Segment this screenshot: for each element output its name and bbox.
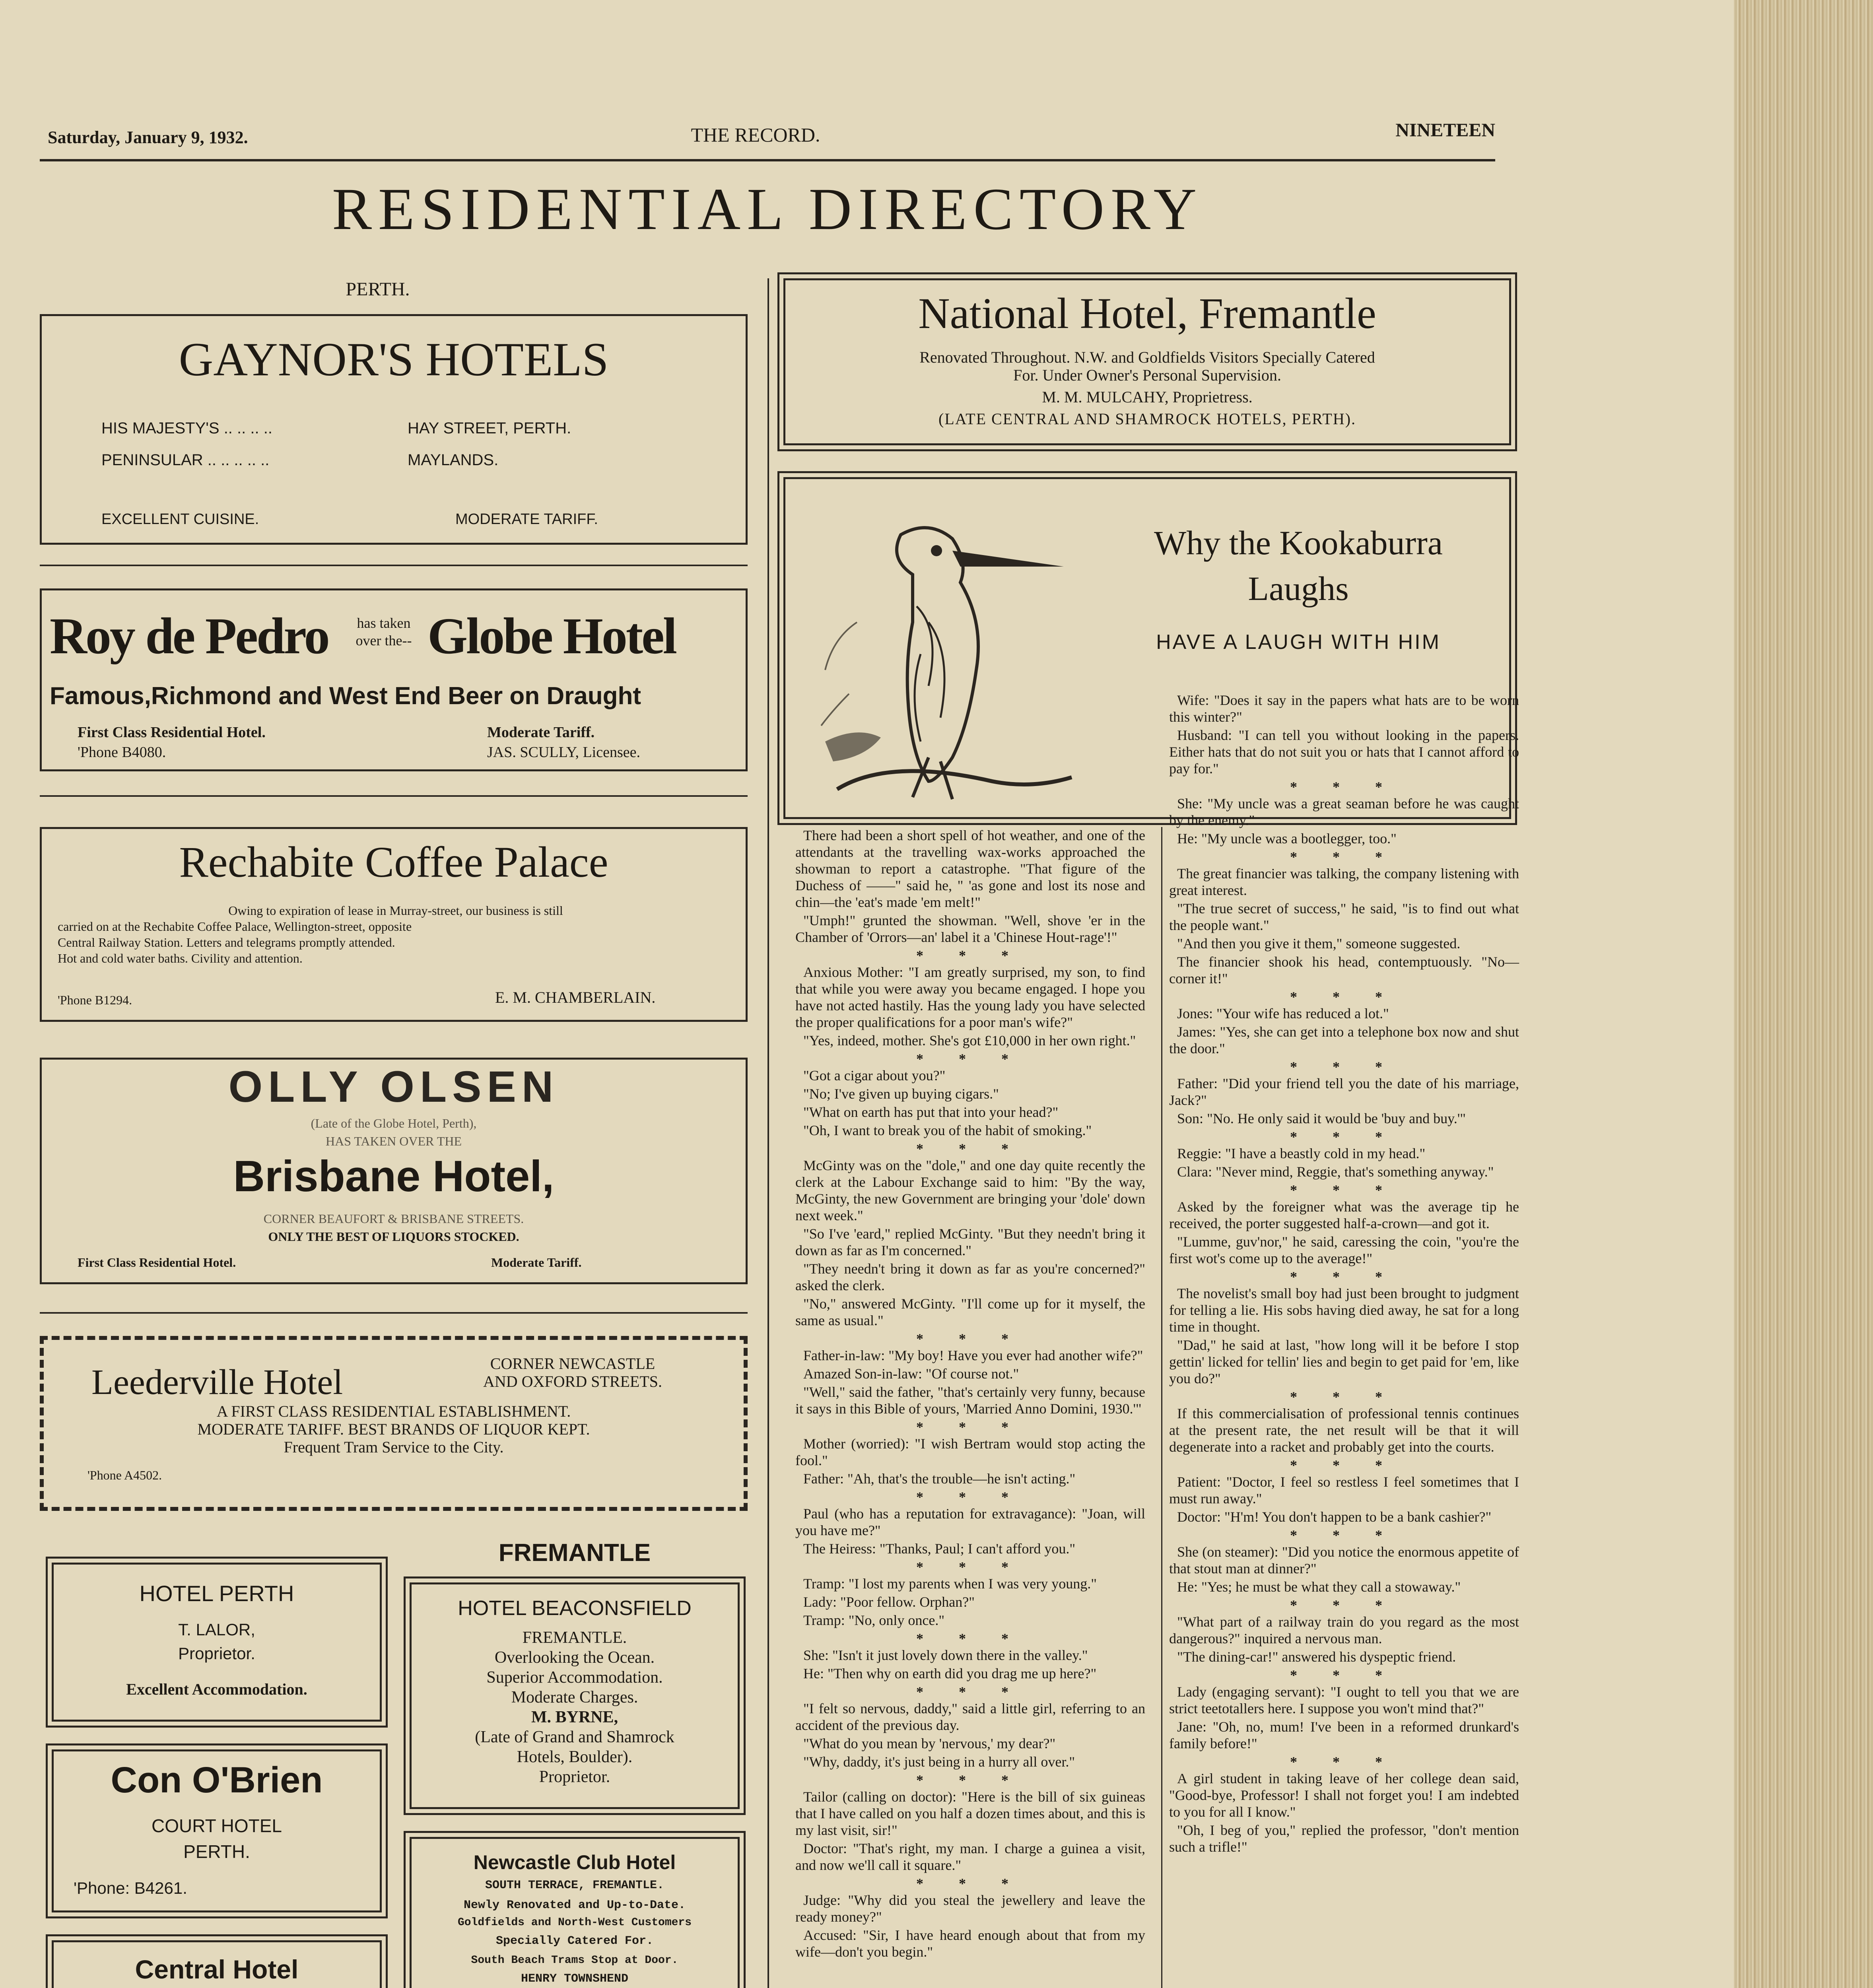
section-separator: * * *	[1290, 1059, 1398, 1075]
con-obrien-title: Con O'Brien	[111, 1760, 323, 1800]
section-separator: * * *	[1290, 1667, 1398, 1683]
kookaburra-title-2: Laughs	[1248, 569, 1349, 608]
joke-paragraph: Jane: "Oh, no, mum! I've been in a reformed drunkard's family before!"	[1169, 1719, 1519, 1751]
joke-paragraph: She (on steamer): "Did you notice the enormous appetite of that stout man at dinner?"	[1169, 1544, 1519, 1576]
section-separator: * * *	[1290, 1457, 1398, 1473]
national-l2: For. Under Owner's Personal Supervision.	[1013, 366, 1281, 384]
joke-paragraph: Asked by the foreigner what was the average tip he received, the porter suggested half-a-crown—and got it.	[1169, 1199, 1519, 1231]
section-separator: * * *	[1290, 849, 1398, 865]
joke-paragraph: Mother (worried): "I wish Bertram would stop acting the fool."	[795, 1436, 1145, 1468]
section-separator: * * *	[1290, 1129, 1398, 1145]
newcastle-l3: Goldfields and North-West Customers	[457, 1916, 692, 1929]
joke-paragraph: Son: "No. He only said it would be 'buy and buy.'"	[1177, 1110, 1466, 1126]
section-separator: * * *	[1290, 1527, 1398, 1543]
olsen-right: Moderate Tariff.	[491, 1255, 582, 1270]
header-date: Saturday, January 9, 1932.	[48, 128, 248, 147]
joke-paragraph: She: "Isn't it just lovely down there in the valley."	[803, 1647, 1088, 1663]
globe-hotel-name: Globe Hotel	[427, 608, 676, 665]
gaynors-row1-left: HIS MAJESTY'S .. .. .. ..	[101, 419, 272, 437]
con-obrien-ad	[52, 1749, 382, 1912]
olsen-l1: (Late of the Globe Hotel, Perth),	[311, 1116, 477, 1130]
joke-paragraph: The Heiress: "Thanks, Paul; I can't afford you."	[803, 1541, 1076, 1557]
section-separator: * * *	[1290, 989, 1398, 1005]
gaynors-title: GAYNOR'S HOTELS	[179, 333, 609, 386]
section-separator: * * *	[1290, 1389, 1398, 1405]
olsen-hotel: Brisbane Hotel,	[233, 1152, 554, 1201]
joke-paragraph: "Dad," he said at last, "how long will it be before I stop gettin' licked for tellin' lies and begin to get paid for 'em, like you do?"	[1169, 1337, 1519, 1386]
leederville-ad	[40, 1336, 748, 1511]
joke-paragraph: There had been a short spell of hot weather, and one of the attendants at the travelling wax-works approached the showman to report a catastrophe. "That figure of the Duchess of ——" said he, " 'as gone and lost its nose and chin—the 'eat's made 'em melt!"	[795, 827, 1145, 910]
joke-paragraph: He: "My uncle was a bootlegger, too."	[1177, 831, 1397, 846]
joke-paragraph: "Oh, I want to break you of the habit of smoking."	[803, 1122, 1092, 1138]
national-l1: Renovated Throughout. N.W. and Goldfields Visitors Specially Catered	[919, 348, 1375, 366]
jokes-column-1	[795, 827, 1145, 1962]
joke-paragraph: "The true secret of success," he said, "is to find out what the people want."	[1169, 901, 1519, 933]
olsen-left: First Class Residential Hotel.	[78, 1255, 236, 1270]
divider	[40, 1312, 748, 1314]
beaconsfield-title: HOTEL BEACONSFIELD	[458, 1597, 692, 1620]
newcastle-ad	[410, 1837, 740, 1988]
joke-paragraph: Jones: "Your wife has reduced a lot."	[1177, 1006, 1389, 1021]
kookaburra-sub: HAVE A LAUGH WITH HIM	[1156, 631, 1441, 654]
joke-paragraph: Reggie: "I have a beastly cold in my head."	[1177, 1145, 1426, 1161]
rechabite-line: Central Railway Station. Letters and telegrams promptly attended.	[58, 935, 395, 949]
beaconsfield-l8: Proprietor.	[539, 1768, 610, 1786]
joke-paragraph: Wife: "Does it say in the papers what hats are to be worn this winter?"	[1169, 692, 1519, 725]
joke-paragraph: "Oh, I beg of you," replied the professor, "don't mention such a trifle!"	[1169, 1822, 1519, 1855]
gaynors-ad	[40, 314, 748, 545]
joke-paragraph: "No," answered McGinty. "I'll come up for it myself, the same as usual."	[795, 1296, 1145, 1328]
joke-paragraph: "Umph!" grunted the showman. "Well, shove 'er in the Chamber of 'Orrors—an' label it a 'Chinese Hout-rage'!"	[795, 912, 1145, 945]
globe-left2: 'Phone B4080.	[78, 744, 166, 761]
hotel-perth-l1: T. LALOR,	[178, 1620, 255, 1639]
joke-paragraph: If this commercialisation of professional tennis continues at the present rate, the net result will be that it will degenerate into a racket and probably get into the courts.	[1169, 1406, 1519, 1455]
book-spine	[1734, 0, 1873, 1988]
joke-paragraph: "What on earth has put that into your head?"	[803, 1104, 1059, 1120]
national-l4: (LATE CENTRAL AND SHAMROCK HOTELS, PERTH).	[938, 410, 1356, 428]
beaconsfield-l2: Overlooking the Ocean.	[494, 1648, 655, 1667]
globe-hotel-ad	[40, 588, 748, 771]
hotel-perth-l3: Excellent Accommodation.	[126, 1680, 307, 1698]
column-rule	[1161, 827, 1162, 1988]
joke-paragraph: The novelist's small boy had just been brought to judgment for telling a lie. His sobs having died away, he sat for a long time in thought.	[1169, 1285, 1519, 1335]
globe-name: Roy de Pedro	[50, 608, 328, 665]
central-title: Central Hotel	[135, 1955, 299, 1984]
fremantle-label: FREMANTLE	[498, 1539, 651, 1567]
leederville-l2: MODERATE TARIFF. BEST BRANDS OF LIQUOR KEPT.	[197, 1420, 590, 1438]
joke-paragraph: A girl student in taking leave of her college dean said, "Good-bye, Professor! I shall not forget you! I am indebted to you for all I know."	[1169, 1771, 1519, 1820]
joke-paragraph: The financier shook his head, contemptuously. "No—corner it!"	[1169, 954, 1519, 986]
joke-paragraph: "What part of a railway train do you regard as the most dangerous?" inquired a nervous man.	[1169, 1614, 1519, 1646]
national-l3: M. M. MULCAHY, Proprietress.	[1042, 388, 1253, 406]
section-separator: * * *	[916, 1489, 1024, 1505]
section-separator: * * *	[916, 1875, 1024, 1891]
beaconsfield-l1: FREMANTLE.	[522, 1629, 627, 1647]
joke-paragraph: "What do you mean by 'nervous,' my dear?"	[803, 1736, 1056, 1751]
hotel-perth-l2: Proprietor.	[178, 1644, 255, 1663]
newcastle-title: Newcastle Club Hotel	[473, 1851, 676, 1873]
joke-paragraph: Anxious Mother: "I am greatly surprised, my son, to find that while you were away you became engaged. I hope you have not acted hastily. Has the young lady you have selected the proper qualifications for a poor man's wife?"	[795, 964, 1145, 1030]
divider	[40, 565, 748, 566]
section-separator: * * *	[916, 1631, 1024, 1646]
newcastle-l6: HENRY TOWNSHEND	[521, 1972, 629, 1986]
joke-paragraph: "Why, daddy, it's just being in a hurry all over."	[803, 1754, 1075, 1770]
beaconsfield-l4: Moderate Charges.	[511, 1688, 638, 1706]
hotel-perth-ad	[52, 1563, 382, 1722]
joke-paragraph: "The dining-car!" answered his dyspeptic friend.	[1177, 1649, 1456, 1665]
globe-right1: Moderate Tariff.	[487, 724, 595, 741]
divider	[40, 795, 748, 797]
olsen-l3: CORNER BEAUFORT & BRISBANE STREETS.	[263, 1211, 524, 1226]
joke-paragraph: Doctor: "That's right, my man. I charge a guinea a visit, and now we'll call it square."	[795, 1840, 1145, 1873]
section-separator: * * *	[916, 1419, 1024, 1435]
section-separator: * * *	[1290, 1597, 1398, 1613]
rechabite-line: Hot and cold water baths. Civility and attention.	[58, 951, 303, 965]
jokes-column-2	[1169, 692, 1519, 1857]
central-hotel-ad	[52, 1940, 382, 1988]
header-page: NINETEEN	[1395, 120, 1495, 141]
header-paper: THE RECORD.	[691, 124, 820, 146]
joke-paragraph: "Yes, indeed, mother. She's got £10,000 in her own right."	[803, 1033, 1136, 1048]
globe-left1: First Class Residential Hotel.	[78, 724, 266, 741]
hotel-perth-title: HOTEL PERTH	[139, 1581, 294, 1606]
joke-paragraph: James: "Yes, she can get into a telephone box now and shut the door."	[1169, 1024, 1519, 1056]
header-rule	[40, 159, 1495, 161]
section-separator: * * *	[916, 1141, 1024, 1157]
page-title: RESIDENTIAL DIRECTORY	[332, 176, 1203, 242]
joke-paragraph: Father-in-law: "My boy! Have you ever had another wife?"	[803, 1347, 1143, 1363]
joke-paragraph: He: "Yes; he must be what they call a stowaway."	[1177, 1579, 1461, 1595]
joke-paragraph: Accused: "Sir, I have heard enough about that from my wife—don't you begin."	[795, 1927, 1145, 1960]
section-separator: * * *	[1290, 779, 1398, 795]
newcastle-l2: Newly Renovated and Up-to-Date.	[463, 1899, 686, 1912]
rechabite-ad	[40, 827, 748, 1022]
rechabite-body	[58, 903, 734, 966]
gaynors-foot-right: MODERATE TARIFF.	[455, 511, 598, 528]
gaynors-row2-left: PENINSULAR .. .. .. .. ..	[101, 451, 270, 469]
kookaburra-title-1: Why the Kookaburra	[1154, 524, 1443, 562]
national-hotel-ad	[783, 278, 1511, 445]
joke-paragraph: "Lumme, guv'nor," he said, caressing the coin, "you're the first wot's come up to the average!"	[1169, 1234, 1519, 1266]
rechabite-title: Rechabite Coffee Palace	[179, 838, 608, 886]
joke-paragraph: Patient: "Doctor, I feel so restless I feel sometimes that I must run away."	[1169, 1474, 1519, 1507]
kookaburra-illustration	[809, 503, 1088, 805]
con-obrien-phone: 'Phone: B4261.	[74, 1879, 187, 1897]
con-obrien-l2: PERTH.	[183, 1841, 250, 1862]
section-separator: * * *	[916, 1051, 1024, 1067]
leederville-phone: 'Phone A4502.	[87, 1468, 162, 1482]
rechabite-phone: 'Phone B1294.	[58, 993, 132, 1007]
joke-paragraph: Judge: "Why did you steal the jewellery and leave the ready money?"	[795, 1892, 1145, 1925]
joke-paragraph: Lady: "Poor fellow. Orphan?"	[803, 1594, 975, 1610]
joke-paragraph: Doctor: "H'm! You don't happen to be a bank cashier?"	[1177, 1509, 1492, 1525]
rechabite-line: Owing to expiration of lease in Murray-street, our business is still	[228, 903, 563, 918]
section-separator: * * *	[1290, 1754, 1398, 1770]
joke-paragraph: She: "My uncle was a great seaman before he was caught by the enemy."	[1169, 796, 1519, 828]
section-separator: * * *	[1290, 1182, 1398, 1198]
perth-label: PERTH.	[346, 279, 410, 300]
joke-paragraph: "No; I've given up buying cigars."	[803, 1086, 999, 1102]
rechabite-sign: E. M. CHAMBERLAIN.	[495, 988, 656, 1006]
beaconsfield-l5: M. BYRNE,	[531, 1708, 618, 1726]
olsen-l4: ONLY THE BEST OF LIQUORS STOCKED.	[268, 1229, 519, 1244]
olsen-title: OLLY OLSEN	[228, 1062, 559, 1111]
joke-paragraph: "So I've 'eard," replied McGinty. "But they needn't bring it down as far as I'm concerned."	[795, 1226, 1145, 1258]
olsen-ad	[40, 1058, 748, 1284]
joke-paragraph: Father: "Did your friend tell you the date of his marriage, Jack?"	[1169, 1076, 1519, 1108]
joke-paragraph: Tramp: "I lost my parents when I was very young."	[803, 1576, 1097, 1592]
joke-paragraph: Father: "Ah, that's the trouble—he isn't acting."	[803, 1471, 1076, 1487]
globe-right2: JAS. SCULLY, Licensee.	[487, 744, 640, 761]
beaconsfield-ad	[410, 1582, 740, 1809]
section-separator: * * *	[916, 947, 1024, 963]
joke-paragraph: Husband: "I can tell you without looking in the papers. Either hats that do not suit you or hats that I cannot afford to pay for."	[1169, 727, 1519, 777]
newcastle-l5: South Beach Trams Stop at Door.	[471, 1954, 678, 1967]
newcastle-l4: Specially Catered For.	[495, 1934, 654, 1948]
joke-paragraph: He: "Then why on earth did you drag me up here?"	[803, 1666, 1097, 1681]
globe-tag: Famous,Richmond and West End Beer on Draught	[50, 682, 641, 710]
joke-paragraph: "Got a cigar about you?"	[803, 1068, 946, 1083]
newcastle-l1: SOUTH TERRACE, FREMANTLE.	[485, 1879, 664, 1892]
joke-paragraph: Tramp: "No, only once."	[803, 1612, 945, 1628]
gaynors-row1-right: HAY STREET, PERTH.	[408, 419, 571, 437]
joke-paragraph: The great financier was talking, the company listening with great interest.	[1169, 866, 1519, 898]
leederville-corner1: CORNER NEWCASTLE	[490, 1355, 655, 1373]
section-separator: * * *	[916, 1684, 1024, 1700]
rechabite-line: carried on at the Rechabite Coffee Palace, Wellington-street, opposite	[58, 919, 412, 934]
beaconsfield-l7: Hotels, Boulder).	[517, 1748, 633, 1766]
globe-mid: has taken over the--	[356, 615, 412, 648]
joke-paragraph: Amazed Son-in-law: "Of course not."	[803, 1366, 1019, 1382]
leederville-l1: A FIRST CLASS RESIDENTIAL ESTABLISHMENT.	[216, 1402, 571, 1420]
column-rule	[767, 278, 769, 1988]
joke-paragraph: McGinty was on the "dole," and one day quite recently the clerk at the Labour Exchange said to him: "By the way, McGinty, the new Government are bringing your 'dole' down next week."	[795, 1157, 1145, 1223]
gaynors-foot-left: EXCELLENT CUISINE.	[101, 511, 259, 528]
beaconsfield-l6: (Late of Grand and Shamrock	[475, 1728, 674, 1746]
joke-paragraph: Lady (engaging servant): "I ought to tell you that we are strict teetotallers here. I suppose you won't mind that?"	[1169, 1684, 1519, 1716]
national-title: National Hotel, Fremantle	[918, 289, 1376, 338]
joke-paragraph: "They needn't bring it down as far as you're concerned?" asked the clerk.	[795, 1261, 1145, 1293]
leederville-l3: Frequent Tram Service to the City.	[284, 1438, 504, 1456]
section-separator: * * *	[916, 1772, 1024, 1788]
leederville-title: Leederville Hotel	[91, 1363, 343, 1402]
section-separator: * * *	[916, 1559, 1024, 1575]
joke-paragraph: "Well," said the father, "that's certainly very funny, because it says in this Bible of yours, 'Married Anno Domini, 1930.'"	[795, 1384, 1145, 1417]
gaynors-row2-right: MAYLANDS.	[408, 451, 499, 469]
leederville-corner2: AND OXFORD STREETS.	[483, 1373, 663, 1390]
joke-paragraph: Clara: "Never mind, Reggie, that's something anyway."	[1177, 1164, 1494, 1180]
beaconsfield-l3: Superior Accommodation.	[486, 1668, 663, 1687]
joke-paragraph: "And then you give it them," someone suggested.	[1177, 936, 1461, 951]
joke-paragraph: Tailor (calling on doctor): "Here is the bill of six guineas that I have called on you half a dozen times about, and this is my last visit, sir!"	[795, 1789, 1145, 1838]
joke-paragraph: Paul (who has a reputation for extravagance): "Joan, will you have me?"	[795, 1506, 1145, 1538]
section-separator: * * *	[916, 1331, 1024, 1347]
joke-paragraph: "I felt so nervous, daddy," said a little girl, referring to an accident of the previous day.	[795, 1701, 1145, 1733]
con-obrien-l1: COURT HOTEL	[151, 1815, 282, 1836]
section-separator: * * *	[1290, 1269, 1398, 1285]
olsen-l2: HAS TAKEN OVER THE	[325, 1134, 462, 1148]
